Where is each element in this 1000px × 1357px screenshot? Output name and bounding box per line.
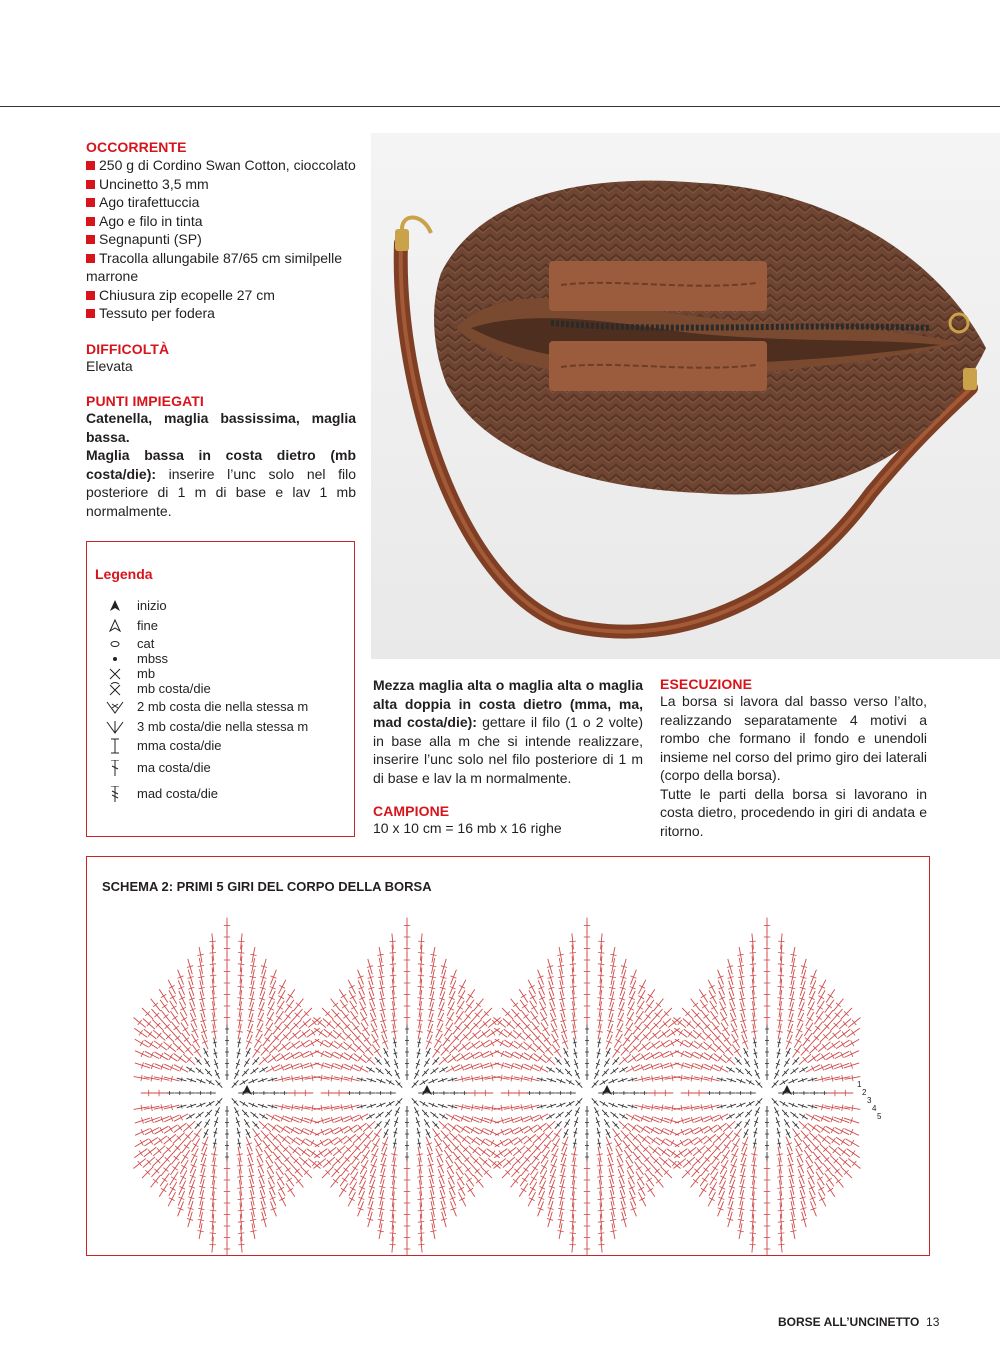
start-arrow-icon xyxy=(422,1085,432,1095)
legend-item-label: mb costa/die xyxy=(137,681,211,696)
punti-line1: Catenella, maglia bassissima, maglia bassa. xyxy=(86,410,356,445)
footer-title: BORSE ALL’UNCINETTO xyxy=(778,1315,920,1329)
esecuzione-p1: La borsa si lavora dal basso verso l’alto, realizzando separatamente 4 motivi a rombo che formano il fondo e unendoli insieme nel corso del primo giro dei laterali (corpo della borsa). xyxy=(660,693,927,783)
bullet-square-icon xyxy=(86,198,95,207)
dot-icon xyxy=(105,651,125,667)
legend-title: Legenda xyxy=(95,566,153,582)
arrow-outline-icon xyxy=(105,618,125,634)
cross-back-loop-icon xyxy=(105,681,125,697)
legend-box xyxy=(86,541,355,837)
esecuzione-p2: Tutte le parti della borsa si lavorano in costa dietro, procedendo in giri di andata e ritorno. xyxy=(660,785,927,839)
legend-item-label: ma costa/die xyxy=(137,760,211,775)
v-three-icon xyxy=(105,719,125,735)
occorrente-list xyxy=(86,156,356,323)
schema-title: SCHEMA 2: PRIMI 5 GIRI DEL CORPO DELLA BORSA xyxy=(102,879,432,894)
half-double-icon xyxy=(105,738,125,754)
occorrente-item-label: Tessuto per fodera xyxy=(99,305,215,321)
occorrente-item xyxy=(86,212,356,231)
occorrente-item xyxy=(86,156,356,175)
occorrente-item-label: Chiusura zip ecopelle 27 cm xyxy=(99,286,275,303)
occorrente-item xyxy=(86,193,356,212)
punti-mb-paragraph xyxy=(86,446,356,520)
mid-column xyxy=(373,676,643,838)
arrow-filled-icon xyxy=(105,598,125,614)
schema-box xyxy=(86,856,930,1256)
v-two-icon xyxy=(105,699,125,715)
campione-heading: CAMPIONE xyxy=(373,803,450,819)
occorrente-item xyxy=(86,175,356,194)
crochet-chart xyxy=(87,857,929,1255)
chain-oval-icon xyxy=(105,636,125,652)
start-arrow-icon xyxy=(602,1085,612,1095)
punti-mb-bold: Maglia bassa in costa dietro (mb costa/die): xyxy=(86,447,356,482)
diamond-motif xyxy=(133,918,320,1256)
materials-column xyxy=(86,139,356,520)
legend-item-label: mad costa/die xyxy=(137,786,218,801)
occorrente-item xyxy=(86,230,356,249)
legend-item-label: 2 mb costa die nella stessa m xyxy=(137,699,309,714)
punti-heading: PUNTI IMPIEGATI xyxy=(86,393,204,409)
right-column xyxy=(660,676,927,840)
mezza-text: gettare il filo (1 o 2 volte) in base alla m che si intende realizzare, inserire l’unc solo nel filo posteriore di 1 m di base e lav la m normalmente. xyxy=(373,714,643,786)
occorrente-item-label: 250 g di Cordino Swan Cotton, cioccolato xyxy=(99,157,356,173)
bullet-square-icon xyxy=(86,161,95,170)
mezza-paragraph xyxy=(373,676,643,787)
occorrente-item-label: Uncinetto 3,5 mm xyxy=(99,175,209,192)
legend-item-label: mb xyxy=(137,666,156,681)
round-label: 1 xyxy=(857,1080,862,1089)
page-number: 13 xyxy=(926,1315,940,1329)
bullet-square-icon xyxy=(86,309,95,318)
campione-value: 10 x 10 cm = 16 mb x 16 righe xyxy=(373,820,562,836)
top-rule xyxy=(0,106,1000,107)
double-icon xyxy=(105,760,125,776)
bullet-square-icon xyxy=(86,254,95,263)
mezza-bold: Mezza maglia alta o maglia alta o maglia alta doppia in costa dietro (mma, ma, mad costa/die): xyxy=(373,677,643,730)
difficolta-heading: DIFFICOLTÀ xyxy=(86,340,170,357)
bag-illustration xyxy=(371,133,1000,659)
occorrente-item xyxy=(86,249,356,286)
occorrente-item-label: Ago tirafettuccia xyxy=(99,194,200,210)
occorrente-item-label: Ago e filo in tinta xyxy=(99,212,203,229)
bullet-square-icon xyxy=(86,291,95,300)
occorrente-item xyxy=(86,304,356,323)
legend-item-label: 3 mb costa/die nella stessa m xyxy=(137,719,309,734)
legend-item-label: fine xyxy=(137,618,158,633)
legend-item-label: cat xyxy=(137,636,155,651)
cross-icon xyxy=(105,666,125,682)
round-label: 4 xyxy=(872,1104,877,1113)
punti-mb-text: inserire l’unc solo nel filo posteriore di 1 m di base e lav 1 mb normalmente. xyxy=(86,465,356,519)
occorrente-item-label: Tracolla allungabile 87/65 cm similpelle marrone xyxy=(86,249,343,284)
treble-icon xyxy=(105,786,125,802)
occorrente-item xyxy=(86,286,356,305)
occorrente-item-label: Segnapunti (SP) xyxy=(99,231,202,247)
start-arrow-icon xyxy=(242,1085,252,1095)
difficolta-value: Elevata xyxy=(86,357,133,374)
round-label: 5 xyxy=(877,1112,882,1121)
bullet-square-icon xyxy=(86,235,95,244)
esecuzione-heading: ESECUZIONE xyxy=(660,676,753,692)
occorrente-heading: OCCORRENTE xyxy=(86,139,187,155)
legend-item-label: mbss xyxy=(137,651,169,666)
diamond-motif xyxy=(493,918,680,1256)
diamond-motif xyxy=(673,918,860,1256)
footer xyxy=(778,1315,939,1329)
legend-item-label: mma costa/die xyxy=(137,738,222,753)
start-arrow-icon xyxy=(782,1085,792,1095)
bullet-square-icon xyxy=(86,180,95,189)
diamond-motif xyxy=(313,918,500,1256)
round-label: 3 xyxy=(867,1096,872,1105)
legend-item-label: inizio xyxy=(137,598,167,613)
round-label: 2 xyxy=(862,1088,867,1097)
bag-photo xyxy=(371,133,1000,659)
bullet-square-icon xyxy=(86,217,95,226)
